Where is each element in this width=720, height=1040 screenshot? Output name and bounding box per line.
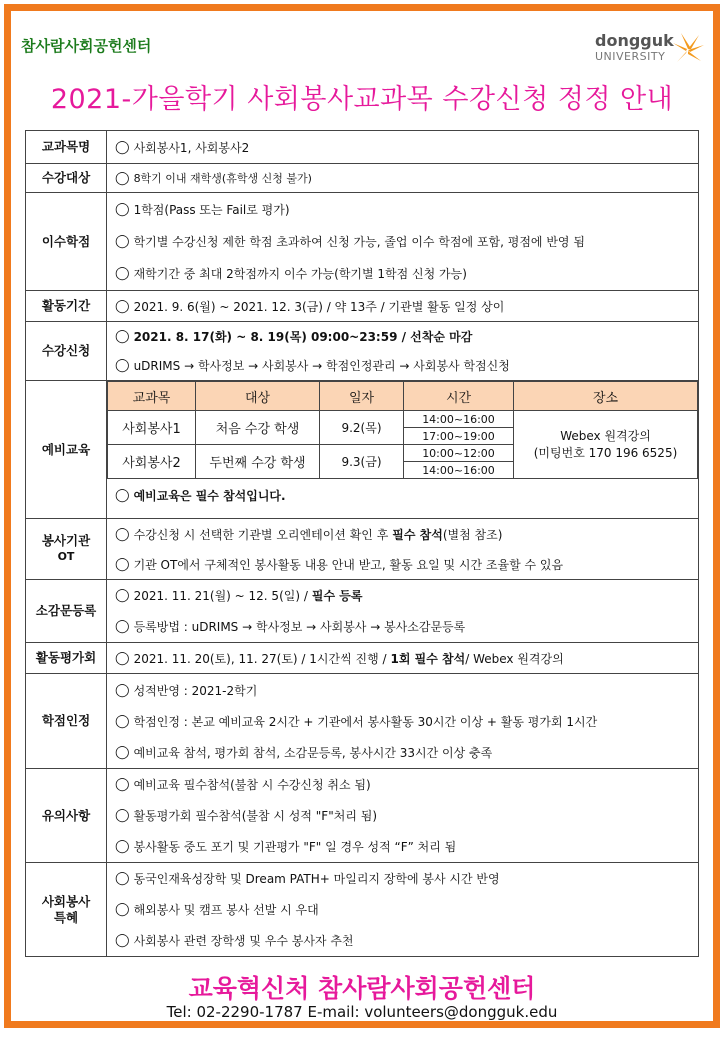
- table-row: 사회봉사2 두번째 수강 학생 9.3(금) 10:00~12:00: [108, 445, 698, 462]
- circle-bullet-icon: ◯: [115, 202, 130, 217]
- list-item: ◯ 학점인정 : 본교 예비교육 2시간 + 기관에서 봉사활동 30시간 이상 + 활동 평가회 1시간: [115, 713, 598, 729]
- label-caution: 유의사항: [26, 769, 107, 863]
- circle-bullet-icon: ◯: [115, 777, 130, 792]
- circle-bullet-icon: ◯: [115, 682, 130, 698]
- row-caution: [26, 769, 699, 863]
- circle-bullet-icon: ◯: [115, 266, 130, 281]
- row-course: [26, 131, 699, 164]
- schedule-table: 교과목 대상 일자 시간 장소 사회봉사1 처음 수강 학생 9.2(목) 14:00~16:00 Webex 원격강의 (미팅번호 170 196 6525) 17:00~19:00 사회봉사2 두번째 수강 학생 9.3(금) 10:00~12:00 14:00~16:00: [107, 381, 698, 479]
- list-item: ◯ 예비교육 참석, 평가회 참석, 소감문등록, 봉사시간 33시간 이상 충족: [115, 744, 493, 760]
- label-credit: 이수학점: [26, 193, 107, 291]
- list-item: ◯ uDRIMS → 학사정보 → 사회봉사 → 학점인정관리 → 사회봉사 학점신청: [115, 358, 510, 373]
- table-row: 사회봉사1 처음 수강 학생 9.2(목) 14:00~16:00 Webex 원격강의 (미팅번호 170 196 6525): [108, 411, 698, 428]
- list-item: ◯ 동국인재육성장학 및 Dream PATH+ 마일리지 장학에 봉사 시간 반영: [115, 871, 500, 886]
- circle-bullet-icon: ◯: [115, 713, 130, 729]
- list-item: ◯ 등록방법 : uDRIMS → 학사정보 → 사회봉사 → 봉사소감문등록: [115, 619, 466, 634]
- logo-line2: UNIVERSITY: [595, 50, 666, 63]
- label-benefit: 사회봉사 특혜: [26, 863, 107, 957]
- list-item: ◯ 사회봉사1, 사회봉사2: [115, 139, 250, 155]
- label-course: 교과목명: [26, 131, 107, 164]
- list-item: ◯ 성적반영 : 2021-2학기: [115, 682, 258, 698]
- row-ot: [26, 519, 699, 580]
- row-period: [26, 291, 699, 322]
- circle-bullet-icon: ◯: [115, 933, 130, 948]
- circle-bullet-icon: ◯: [115, 487, 130, 503]
- list-item: ◯ 수강신청 시 선택한 기관별 오리엔테이션 확인 후 필수 참석 (별첨 참조): [115, 526, 503, 542]
- list-item: ◯ 2021. 9. 6(월) ~ 2021. 12. 3(금) / 약 13주 / 기관별 활동 일정 상이: [115, 298, 505, 314]
- circle-bullet-icon: ◯: [115, 526, 130, 542]
- header-time: 시간: [404, 382, 514, 411]
- row-report: [26, 580, 699, 643]
- header-place: 장소: [514, 382, 698, 411]
- list-item: ◯ 학기별 수강신청 제한 학점 초과하여 신청 가능, 졸업 이수 학점에 포함, 평점에 반영 됨: [115, 234, 585, 249]
- list-item: ◯ 사회봉사 관련 장학생 및 우수 봉사자 추천: [115, 933, 354, 948]
- row-eval: [26, 643, 699, 674]
- logo-line1: dongguk: [595, 31, 674, 50]
- circle-bullet-icon: ◯: [115, 358, 130, 373]
- row-benefit: [26, 863, 699, 957]
- circle-bullet-icon: ◯: [115, 871, 130, 886]
- circle-bullet-icon: ◯: [115, 170, 130, 186]
- label-ot: 봉사기관 OT: [26, 519, 107, 580]
- header-course: 교과목: [108, 382, 196, 411]
- list-item: ◯ 2021. 11. 21(월) ~ 12. 5(일) / 필수 등록: [115, 588, 363, 603]
- circle-bullet-icon: ◯: [115, 588, 130, 603]
- circle-bullet-icon: ◯: [115, 839, 130, 854]
- center-name: 참사람사회공헌센터: [21, 37, 152, 55]
- circle-bullet-icon: ◯: [115, 650, 130, 666]
- list-item: ◯ 1학점(Pass 또는 Fail로 평가): [115, 202, 290, 217]
- list-item: ◯ 재학기간 중 최대 2학점까지 이수 가능(학기별 1학점 신청 가능): [115, 266, 467, 281]
- label-eval: 활동평가회: [26, 643, 107, 674]
- label-grade: 학점인정: [26, 674, 107, 769]
- label-report: 소감문등록: [26, 580, 107, 643]
- page-frame: [4, 4, 720, 1028]
- circle-bullet-icon: ◯: [115, 808, 130, 823]
- circle-bullet-icon: ◯: [115, 619, 130, 634]
- label-period: 활동기간: [26, 291, 107, 322]
- pre-education-note: ◯ 예비교육은 필수 참석입니다.: [115, 487, 286, 503]
- row-enroll: [26, 322, 699, 381]
- circle-bullet-icon: ◯: [115, 329, 130, 344]
- list-item: ◯ 기관 OT에서 구체적인 봉사활동 내용 안내 받고, 활동 요일 및 시간 조율할 수 있음: [115, 556, 564, 572]
- row-pre-education: [26, 381, 699, 519]
- label-pre-education: 예비교육: [26, 381, 107, 519]
- list-item: ◯ 봉사활동 중도 포기 및 기관평가 "F" 일 경우 성적 “F” 처리 됨: [115, 839, 457, 854]
- footer-contact: Tel: 02-2290-1787 E-mail: volunteers@dongguk.edu: [166, 1003, 558, 1021]
- footer-org-name: 교육혁신처 참사람사회공헌센터: [188, 974, 536, 1003]
- list-item: ◯ 2021. 8. 17(화) ~ 8. 19(목) 09:00~23:59 / 선착순 마감: [115, 329, 473, 344]
- header-target: 대상: [196, 382, 320, 411]
- row-grade: [26, 674, 699, 769]
- circle-bullet-icon: ◯: [115, 234, 130, 249]
- list-item: ◯ 활동평가회 필수참석(불참 시 성적 "F"처리 됨): [115, 808, 378, 823]
- label-target: 수강대상: [26, 164, 107, 193]
- place-cell: Webex 원격강의 (미팅번호 170 196 6525): [514, 411, 698, 479]
- list-item: ◯ 8학기 이내 재학생(휴학생 신청 불가): [115, 170, 312, 186]
- circle-bullet-icon: ◯: [115, 902, 130, 917]
- info-table: [25, 130, 699, 957]
- circle-bullet-icon: ◯: [115, 744, 130, 760]
- header-date: 일자: [320, 382, 404, 411]
- circle-bullet-icon: ◯: [115, 298, 130, 314]
- circle-bullet-icon: ◯: [115, 139, 130, 155]
- label-enroll: 수강신청: [26, 322, 107, 381]
- row-credit: [26, 193, 699, 291]
- row-target: [26, 164, 699, 193]
- page-title: 2021-가을학기 사회봉사교과목 수강신청 정정 안내: [50, 84, 674, 115]
- list-item: ◯ 예비교육 필수참석(불참 시 수강신청 취소 됨): [115, 777, 371, 792]
- lotus-icon: [671, 29, 705, 67]
- list-item: ◯ 해외봉사 및 캠프 봉사 선발 시 우대: [115, 902, 319, 917]
- circle-bullet-icon: ◯: [115, 556, 130, 572]
- list-item: ◯ 2021. 11. 20(토), 11. 27(토) / 1시간씩 진행 / 1회 필수 참석 / Webex 원격강의: [115, 650, 564, 666]
- university-logo: [591, 29, 706, 69]
